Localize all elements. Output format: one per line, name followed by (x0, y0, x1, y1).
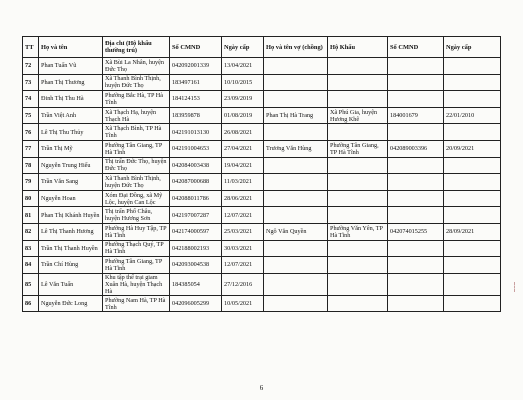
header-cmnd: Số CMND (170, 37, 222, 58)
cell-spouse-issued (444, 174, 501, 191)
cell-spouse-cmnd (388, 91, 444, 108)
cell-name: Trần Văn Sang (39, 174, 103, 191)
cell-issued: 27/04/2021 (222, 140, 264, 157)
cell-spouse-name (264, 207, 328, 224)
cell-address: Thị trấn Đức Thọ, huyện Đức Thọ (103, 157, 170, 174)
cell-spouse-issued (444, 240, 501, 257)
header-spouse-issued: Ngày cấp (444, 37, 501, 58)
cell-spouse-issued: 22/01/2010 (444, 107, 501, 124)
cell-name: Trần Việt Anh (39, 107, 103, 124)
cell-spouse-cmnd (388, 273, 444, 295)
cell-name: Lê Thị Thu Thủy (39, 124, 103, 141)
cell-spouse-cmnd (388, 240, 444, 257)
cell-address: Xã Thạch Hạ, huyện Thạch Hà (103, 107, 170, 124)
cell-spouse-household (328, 157, 388, 174)
table-row (23, 157, 501, 174)
cell-spouse-cmnd (388, 58, 444, 75)
cell-name: Đinh Thị Thu Hà (39, 91, 103, 108)
cell-spouse-household (328, 273, 388, 295)
cell-tt: 85 (23, 273, 39, 295)
cell-name: Trần Chí Hùng (39, 257, 103, 274)
cell-spouse-name (264, 124, 328, 141)
cell-name: Lê Thị Thanh Hương (39, 223, 103, 240)
cell-tt: 84 (23, 257, 39, 274)
cell-address: Xã Thạch Bình, TP Hà Tĩnh (103, 124, 170, 141)
table-row (23, 58, 501, 75)
header-name: Họ và tên (39, 37, 103, 58)
header-spouse-cmnd: Số CMND (388, 37, 444, 58)
cell-issued: 13/04/2021 (222, 58, 264, 75)
table-row (23, 107, 501, 124)
cell-spouse-household (328, 207, 388, 224)
cell-spouse-household: Xã Phú Gia, huyện Hương Khê (328, 107, 388, 124)
cell-name: Nguyễn Hoan (39, 190, 103, 207)
cell-spouse-cmnd: 042089003396 (388, 140, 444, 157)
cell-spouse-cmnd (388, 190, 444, 207)
cell-issued: 27/12/2016 (222, 273, 264, 295)
cell-spouse-household (328, 124, 388, 141)
cell-spouse-name: Phan Thị Hà Trang (264, 107, 328, 124)
cell-cmnd: 042197007287 (170, 207, 222, 224)
cell-spouse-cmnd (388, 207, 444, 224)
cell-spouse-name (264, 58, 328, 75)
cell-issued: 19/04/2021 (222, 157, 264, 174)
cell-spouse-name (264, 295, 328, 312)
cell-cmnd: 042087000688 (170, 174, 222, 191)
cell-issued: 23/09/2019 (222, 91, 264, 108)
cell-name: Lê Văn Tuấn (39, 273, 103, 295)
registry-table (22, 36, 501, 312)
cell-name: Phan Tuấn Vũ (39, 58, 103, 75)
cell-spouse-cmnd (388, 257, 444, 274)
cell-issued: 25/03/2021 (222, 223, 264, 240)
cell-address: Thị trấn Phố Châu, huyện Hương Sơn (103, 207, 170, 224)
table-row (23, 223, 501, 240)
header-spouse-name: Họ và tên vợ (chồng) (264, 37, 328, 58)
cell-address: Phường Bắc Hà, TP Hà Tĩnh (103, 91, 170, 108)
cell-spouse-name (264, 190, 328, 207)
header-tt: TT (23, 37, 39, 58)
cell-cmnd: 042188002193 (170, 240, 222, 257)
cell-issued: 12/07/2021 (222, 207, 264, 224)
cell-spouse-issued (444, 91, 501, 108)
cell-spouse-household (328, 91, 388, 108)
cell-spouse-cmnd (388, 124, 444, 141)
cell-spouse-issued (444, 257, 501, 274)
cell-address: Phường Hà Huy Tập, TP Hà Tĩnh (103, 223, 170, 240)
table-header-row (23, 37, 501, 58)
cell-issued: 10/05/2021 (222, 295, 264, 312)
page-number: 6 (259, 384, 264, 392)
cell-spouse-issued (444, 207, 501, 224)
cell-spouse-issued (444, 190, 501, 207)
table-row (23, 91, 501, 108)
cell-name: Trần Thị Mỹ (39, 140, 103, 157)
cell-tt: 83 (23, 240, 39, 257)
cell-spouse-household (328, 295, 388, 312)
cell-cmnd: 183497161 (170, 74, 222, 91)
cell-spouse-name (264, 157, 328, 174)
cell-spouse-cmnd (388, 295, 444, 312)
cell-issued: 10/10/2015 (222, 74, 264, 91)
cell-tt: 79 (23, 174, 39, 191)
cell-issued: 28/06/2021 (222, 190, 264, 207)
table-body (23, 58, 501, 312)
table-row (23, 295, 501, 312)
cell-cmnd: 042084003438 (170, 157, 222, 174)
cell-address: Xã Bùi La Nhân, huyện Đức Thọ (103, 58, 170, 75)
cell-cmnd: 183959878 (170, 107, 222, 124)
cell-spouse-issued (444, 74, 501, 91)
cell-spouse-household (328, 174, 388, 191)
cell-spouse-name (264, 273, 328, 295)
cell-cmnd: 042092001339 (170, 58, 222, 75)
cell-spouse-household (328, 74, 388, 91)
cell-issued: 26/08/2021 (222, 124, 264, 141)
cell-spouse-issued (444, 273, 501, 295)
cell-spouse-cmnd (388, 74, 444, 91)
cell-address: Xóm Đại Đồng, xã Mỹ Lộc, huyện Can Lộc (103, 190, 170, 207)
cell-tt: 74 (23, 91, 39, 108)
header-address: Địa chỉ (Hộ khẩu thường trú) (103, 37, 170, 58)
cell-tt: 81 (23, 207, 39, 224)
cell-spouse-cmnd (388, 174, 444, 191)
cell-tt: 77 (23, 140, 39, 157)
cell-name: Phan Thị Khánh Huyền (39, 207, 103, 224)
cell-spouse-name (264, 257, 328, 274)
table-row (23, 257, 501, 274)
cell-spouse-cmnd: 184001679 (388, 107, 444, 124)
cell-issued: 12/07/2021 (222, 257, 264, 274)
table-row (23, 207, 501, 224)
header-spouse-household: Hộ Khẩu (328, 37, 388, 58)
cell-spouse-issued: 20/09/2021 (444, 140, 501, 157)
cell-address: Khu tập thể trại giam Xuân Hà, huyện Thạch Hà (103, 273, 170, 295)
table-row (23, 140, 501, 157)
cell-spouse-name (264, 240, 328, 257)
cell-spouse-issued (444, 295, 501, 312)
table-row (23, 124, 501, 141)
cell-cmnd: 042088011786 (170, 190, 222, 207)
table-row (23, 174, 501, 191)
cell-name: Nguyễn Đức Long (39, 295, 103, 312)
cell-issued: 11/03/2021 (222, 174, 264, 191)
cell-cmnd: 184385054 (170, 273, 222, 295)
cell-spouse-household: Phường Tân Giang, TP Hà Tĩnh (328, 140, 388, 157)
cell-spouse-name (264, 174, 328, 191)
cell-name: Trần Thị Thanh Huyền (39, 240, 103, 257)
cell-address: Xã Thanh Bình Thịnh, huyện Đức Thọ (103, 74, 170, 91)
cell-issued: 30/03/2021 (222, 240, 264, 257)
cell-spouse-household (328, 240, 388, 257)
cell-cmnd: 184124153 (170, 91, 222, 108)
cell-cmnd: 042191013130 (170, 124, 222, 141)
cell-tt: 86 (23, 295, 39, 312)
header-issued: Ngày cấp (222, 37, 264, 58)
table-row (23, 190, 501, 207)
cell-spouse-name: Ngô Văn Quyền (264, 223, 328, 240)
table-row (23, 240, 501, 257)
cell-name: Nguyễn Trung Hiếu (39, 157, 103, 174)
cell-tt: 73 (23, 74, 39, 91)
cell-tt: 82 (23, 223, 39, 240)
cell-spouse-name: Trương Văn Hùng (264, 140, 328, 157)
cell-spouse-household (328, 58, 388, 75)
table-row (23, 74, 501, 91)
cell-cmnd: 042096005299 (170, 295, 222, 312)
cell-issued: 01/08/2019 (222, 107, 264, 124)
cell-cmnd: 042174000597 (170, 223, 222, 240)
cell-tt: 80 (23, 190, 39, 207)
cell-cmnd: 042191004653 (170, 140, 222, 157)
cell-spouse-household (328, 257, 388, 274)
margin-mark (514, 282, 519, 292)
cell-spouse-household: Phường Văn Yên, TP Hà Tĩnh (328, 223, 388, 240)
cell-spouse-issued (444, 157, 501, 174)
cell-address: Xã Thanh Bình Thịnh, huyện Đức Thọ (103, 174, 170, 191)
cell-address: Phường Thạch Quý, TP Hà Tĩnh (103, 240, 170, 257)
cell-spouse-issued (444, 124, 501, 141)
cell-spouse-cmnd (388, 157, 444, 174)
table-row (23, 273, 501, 295)
cell-tt: 72 (23, 58, 39, 75)
cell-tt: 75 (23, 107, 39, 124)
cell-name: Phan Thị Thương (39, 74, 103, 91)
cell-address: Phường Nam Hà, TP Hà Tĩnh (103, 295, 170, 312)
cell-tt: 78 (23, 157, 39, 174)
cell-spouse-name (264, 91, 328, 108)
cell-spouse-issued (444, 58, 501, 75)
cell-cmnd: 042093004538 (170, 257, 222, 274)
cell-tt: 76 (23, 124, 39, 141)
cell-spouse-cmnd: 042074015255 (388, 223, 444, 240)
cell-address: Phường Tân Giang, TP Hà Tĩnh (103, 140, 170, 157)
cell-address: Phường Tân Giang, TP Hà Tĩnh (103, 257, 170, 274)
cell-spouse-name (264, 74, 328, 91)
cell-spouse-household (328, 190, 388, 207)
cell-spouse-issued: 28/09/2021 (444, 223, 501, 240)
